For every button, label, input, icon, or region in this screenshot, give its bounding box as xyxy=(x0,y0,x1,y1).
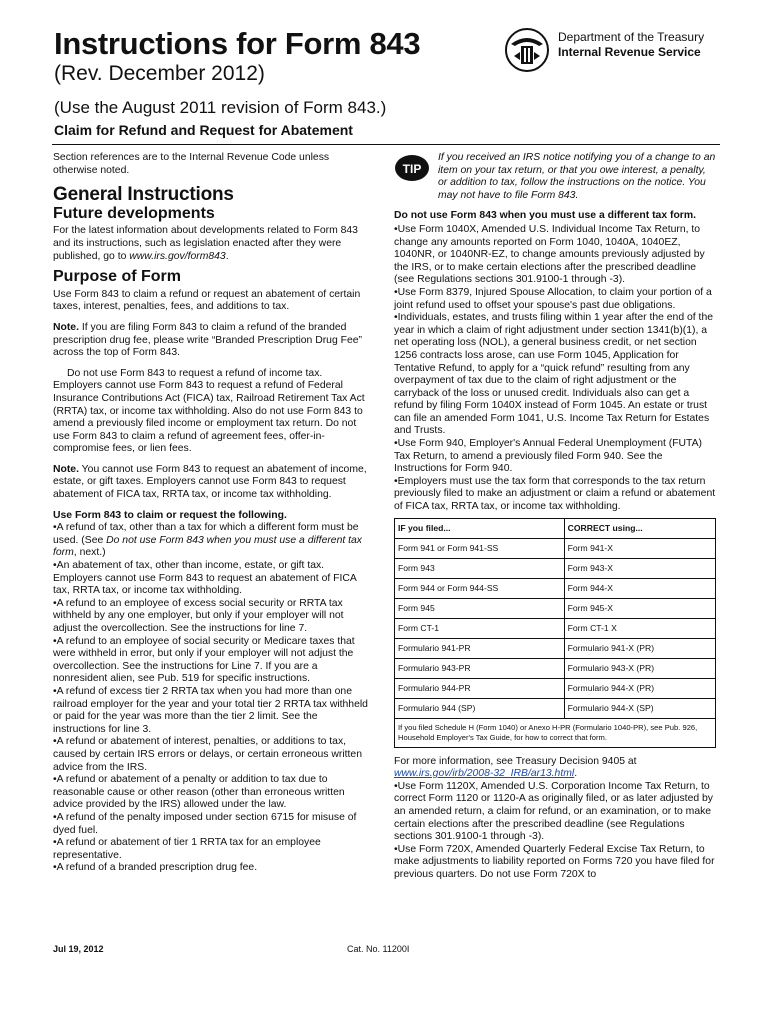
irs-eagle-logo xyxy=(502,26,552,74)
table-row xyxy=(395,598,716,618)
table-cell: Form 944 or Form 944-SS xyxy=(395,578,565,598)
table-cell: Form 945-X xyxy=(564,598,715,618)
list-item: • A refund to an employee of social security or Medicare taxes that were withheld in error, but only if your employer will not adjust the overcollection. See the instructions for Line 7. If you are a nonresident alien, see Pub. 519 for specific instructions. xyxy=(53,636,369,686)
treasury-decision-link[interactable]: www.irs.gov/irb/2008-32_IRB/ar13.html xyxy=(394,768,575,780)
list-item: • Use Form 8379, Injured Spouse Allocation, to claim your portion of a joint refund used to offset your spouse's past due obligations. xyxy=(394,287,716,312)
table-row xyxy=(395,578,716,598)
list-item: • Use Form 940, Employer's Annual Federal Unemployment (FUTA) Tax Return, to amend a previously filed Form 940. See the Instructions for Form 940. xyxy=(394,438,716,476)
tip-label: TIP xyxy=(402,162,422,176)
footer-cat-number: Cat. No. 11200I xyxy=(347,944,410,954)
future-developments-heading: Future developments xyxy=(53,204,215,222)
purpose-heading: Purpose of Form xyxy=(53,268,182,286)
form843-link[interactable]: www.irs.gov/form843 xyxy=(129,250,226,262)
correction-form-table xyxy=(394,518,716,748)
list-item: • Employers must use the tax form that corresponds to the tax return previously filed to make an adjustment or claim a refund or abatement of FICA tax, RRTA tax, or income tax withholding. xyxy=(394,476,716,514)
section-references: Section references are to the Internal Revenue Code unless otherwise noted. xyxy=(53,152,330,176)
table-cell: Form 945 xyxy=(395,598,565,618)
note-text: You cannot use Form 843 to request an abatement of income, estate, or gift taxes. Employers cannot use Form 843 to request abatement of FICA tax, RRTA tax, or income tax withholding. xyxy=(53,463,367,501)
table-cell: Form 941 or Form 941-SS xyxy=(395,538,565,558)
table-cell: Formulario 944 (SP) xyxy=(395,698,565,718)
list-item: • A refund of the penalty imposed under section 6715 for misuse of dyed fuel. xyxy=(53,812,369,837)
tip-block xyxy=(394,152,716,202)
future-developments-text: For the latest information about developments related to Form 843 and its instructions, such as legislation enacted after they were published, go to www.irs.gov/form843. xyxy=(53,225,358,262)
future-text: For the latest information about developments related to Form 843 and its instructions, such as legislation enacted after they were published, go to xyxy=(53,225,358,262)
table-cell: Formulario 941-PR xyxy=(395,638,565,658)
list-item: • Individuals, estates, and trusts filing within 1 year after the end of the year in which a claim of right adjustment under section 1341(b)(1), a net operating loss (NOL), a general business credit, or net section 1256 contracts loss arose, can use Form 1045, Application for Tentative Refund, to apply for a “quick refund” resulting from any overpayment of tax due to the claim of right adjustment or the carryback of the loss or unused credit. Individuals also can get a refund by filing Form 1040X instead of Form 1045. An estate or trust can file an amended Form 1041, U.S. Income Tax Return for Estates and Trusts. xyxy=(394,312,716,438)
table-cell: Formulario 944-PR xyxy=(395,678,565,698)
list-item: • A refund of a branded prescription drug fee. xyxy=(53,862,369,875)
table-row xyxy=(395,538,716,558)
footer-date: Jul 19, 2012 xyxy=(53,944,104,954)
list-item: • An abatement of tax, other than income, estate, or gift tax. Employers cannot use Form 843 to request an abatement of FICA tax, RRTA tax, or income tax withholding. xyxy=(53,560,369,598)
revision-date: (Rev. December 2012) xyxy=(54,62,265,85)
list-item: • A refund or abatement of tier 1 RRTA tax for an employee representative. xyxy=(53,837,369,862)
table-row xyxy=(395,698,716,718)
list-item xyxy=(53,522,369,560)
use-revision-note: (Use the August 2011 revision of Form 843.) xyxy=(54,98,387,117)
table-cell: Formulario 944-X (PR) xyxy=(564,678,715,698)
table-cell: Formulario 941-X (PR) xyxy=(564,638,715,658)
list-item-italic: Do not use Form 843 when you must use a different tax form xyxy=(53,534,362,559)
table-cell: Formulario 943-X (PR) xyxy=(564,658,715,678)
table-cell: Form 941-X xyxy=(564,538,715,558)
note-label: Note. xyxy=(53,463,79,475)
form-subtitle: Claim for Refund and Request for Abatement xyxy=(54,122,353,138)
table-cell: Form 943 xyxy=(395,558,565,578)
amend-form-list xyxy=(394,781,716,882)
note-text: If you are filing Form 843 to claim a refund of the branded prescription drug fee, please write “Branded Prescription Drug Fee” across the top of Form 843. xyxy=(53,321,362,359)
table-row xyxy=(395,638,716,658)
use-form-heading: Use Form 843 to claim or request the following. xyxy=(53,509,287,521)
list-item: • A refund or abatement of interest, penalties, or additions to tax, caused by certain IRS errors or delays, or certain erroneous written advice from the IRS. xyxy=(53,736,369,774)
tip-icon xyxy=(394,154,430,182)
list-item: • Use Form 720X, Amended Quarterly Federal Excise Tax Return, to make adjustments to liability reported on Forms 720 you have filed for previous quarters. Do not use Form 720X to xyxy=(394,844,716,882)
do-not-use-paragraph: Do not use Form 843 to request a refund of income tax. Employers cannot use Form 843 to request a refund of Federal Insurance Contributions Act (FICA) tax, Railroad Retirement Tax Act (RRTA) tax, or income tax withholding. Also do not use Form 843 to amend a previously filed income or employment tax return. Do not use Form 843 to claim a refund of agreement fees, offer-in-compromise fees, or lien fees. xyxy=(53,367,365,455)
table-cell: Form CT-1 xyxy=(395,618,565,638)
do-not-use-heading: Do not use Form 843 when you must use a different tax form. xyxy=(394,210,696,222)
note-abatement xyxy=(53,464,369,502)
department-line: Department of the Treasury xyxy=(558,30,705,44)
note-drug-fee xyxy=(53,322,369,360)
table-row xyxy=(395,558,716,578)
list-item: • A refund to an employee of excess social security or RRTA tax withheld by any one employer, but only if your employer will not adjust the overcollection. See the instructions for line 7. xyxy=(53,598,369,636)
more-info: For more information, see Treasury Decision 9405 at xyxy=(394,755,637,767)
table-cell: Form CT-1 X xyxy=(564,618,715,638)
table-row xyxy=(395,618,716,638)
list-item: • Use Form 1120X, Amended U.S. Corporation Income Tax Return, to correct Form 1120 or 1120-A as originally filed, or as later adjusted by an amended return, a claim for refund, or an examination, or to make certain elections after the prescribed deadline (see Regulations sections 301.9100-1 through -3). xyxy=(394,781,716,844)
use-list xyxy=(53,522,369,875)
table-cell: Form 944-X xyxy=(564,578,715,598)
list-item: • A refund or abatement of a penalty or addition to tax due to reasonable cause or other reason (other than erroneous written advice provided by the IRS) allowed under the law. xyxy=(53,774,369,812)
table-row xyxy=(395,678,716,698)
header-divider xyxy=(52,144,720,145)
table-header-row xyxy=(395,518,716,538)
table-header: IF you filed... xyxy=(395,518,565,538)
table-note-row xyxy=(395,718,716,747)
table-row xyxy=(395,658,716,678)
table-cell: Formulario 944-X (SP) xyxy=(564,698,715,718)
list-item-text: A refund of tax, other than a tax for which a different form must be used. (See xyxy=(53,522,359,546)
left-column xyxy=(53,152,369,875)
table-cell: Formulario 943-PR xyxy=(395,658,565,678)
different-form-list xyxy=(394,224,716,514)
table-header: CORRECT using... xyxy=(564,518,715,538)
table-note: If you filed Schedule H (Form 1040) or Anexo H-PR (Formulario 1040-PR), see Pub. 926, Household Employer's Tax Guide, for how to correct that form. xyxy=(395,718,716,747)
list-item-text: , next.) xyxy=(73,547,106,559)
list-item: • Use Form 1040X, Amended U.S. Individual Income Tax Return, to change any amounts reported on Form 1040, 1040A, 1040EZ, 1040NR, or 1040NR-EZ, to change amounts previously adjusted by the IRS, or to make certain elections after the prescribed deadline (see Regulations sections 301.9100-1 through -3). xyxy=(394,224,716,287)
department-label xyxy=(558,30,704,60)
tip-text: If you received an IRS notice notifying you of a change to an item on your tax return, or that you owe interest, a penalty, or addition to tax, follow the instructions on the notice. You may not have to file Form 843. xyxy=(438,152,716,201)
purpose-text: Use Form 843 to claim a refund or request an abatement of certain taxes, interest, penalties, fees, and additions to tax. xyxy=(53,288,361,313)
general-instructions-heading: General Instructions xyxy=(53,184,234,206)
page-title: Instructions for Form 843 xyxy=(54,26,421,61)
note-label: Note. xyxy=(53,321,79,333)
list-item: • A refund of excess tier 2 RRTA tax when you had more than one railroad employer for the year and your total tier 2 RRTA tax withheld or paid for the year was more than the tier 2 limit. See the instructions for line 3. xyxy=(53,686,369,736)
right-column xyxy=(394,152,716,882)
table-cell: Form 943-X xyxy=(564,558,715,578)
more-info-text: For more information, see Treasury Decision 9405 at www.irs.gov/irb/2008-32_IRB/ar13.html. xyxy=(394,755,637,780)
irs-line: Internal Revenue Service xyxy=(558,45,701,59)
